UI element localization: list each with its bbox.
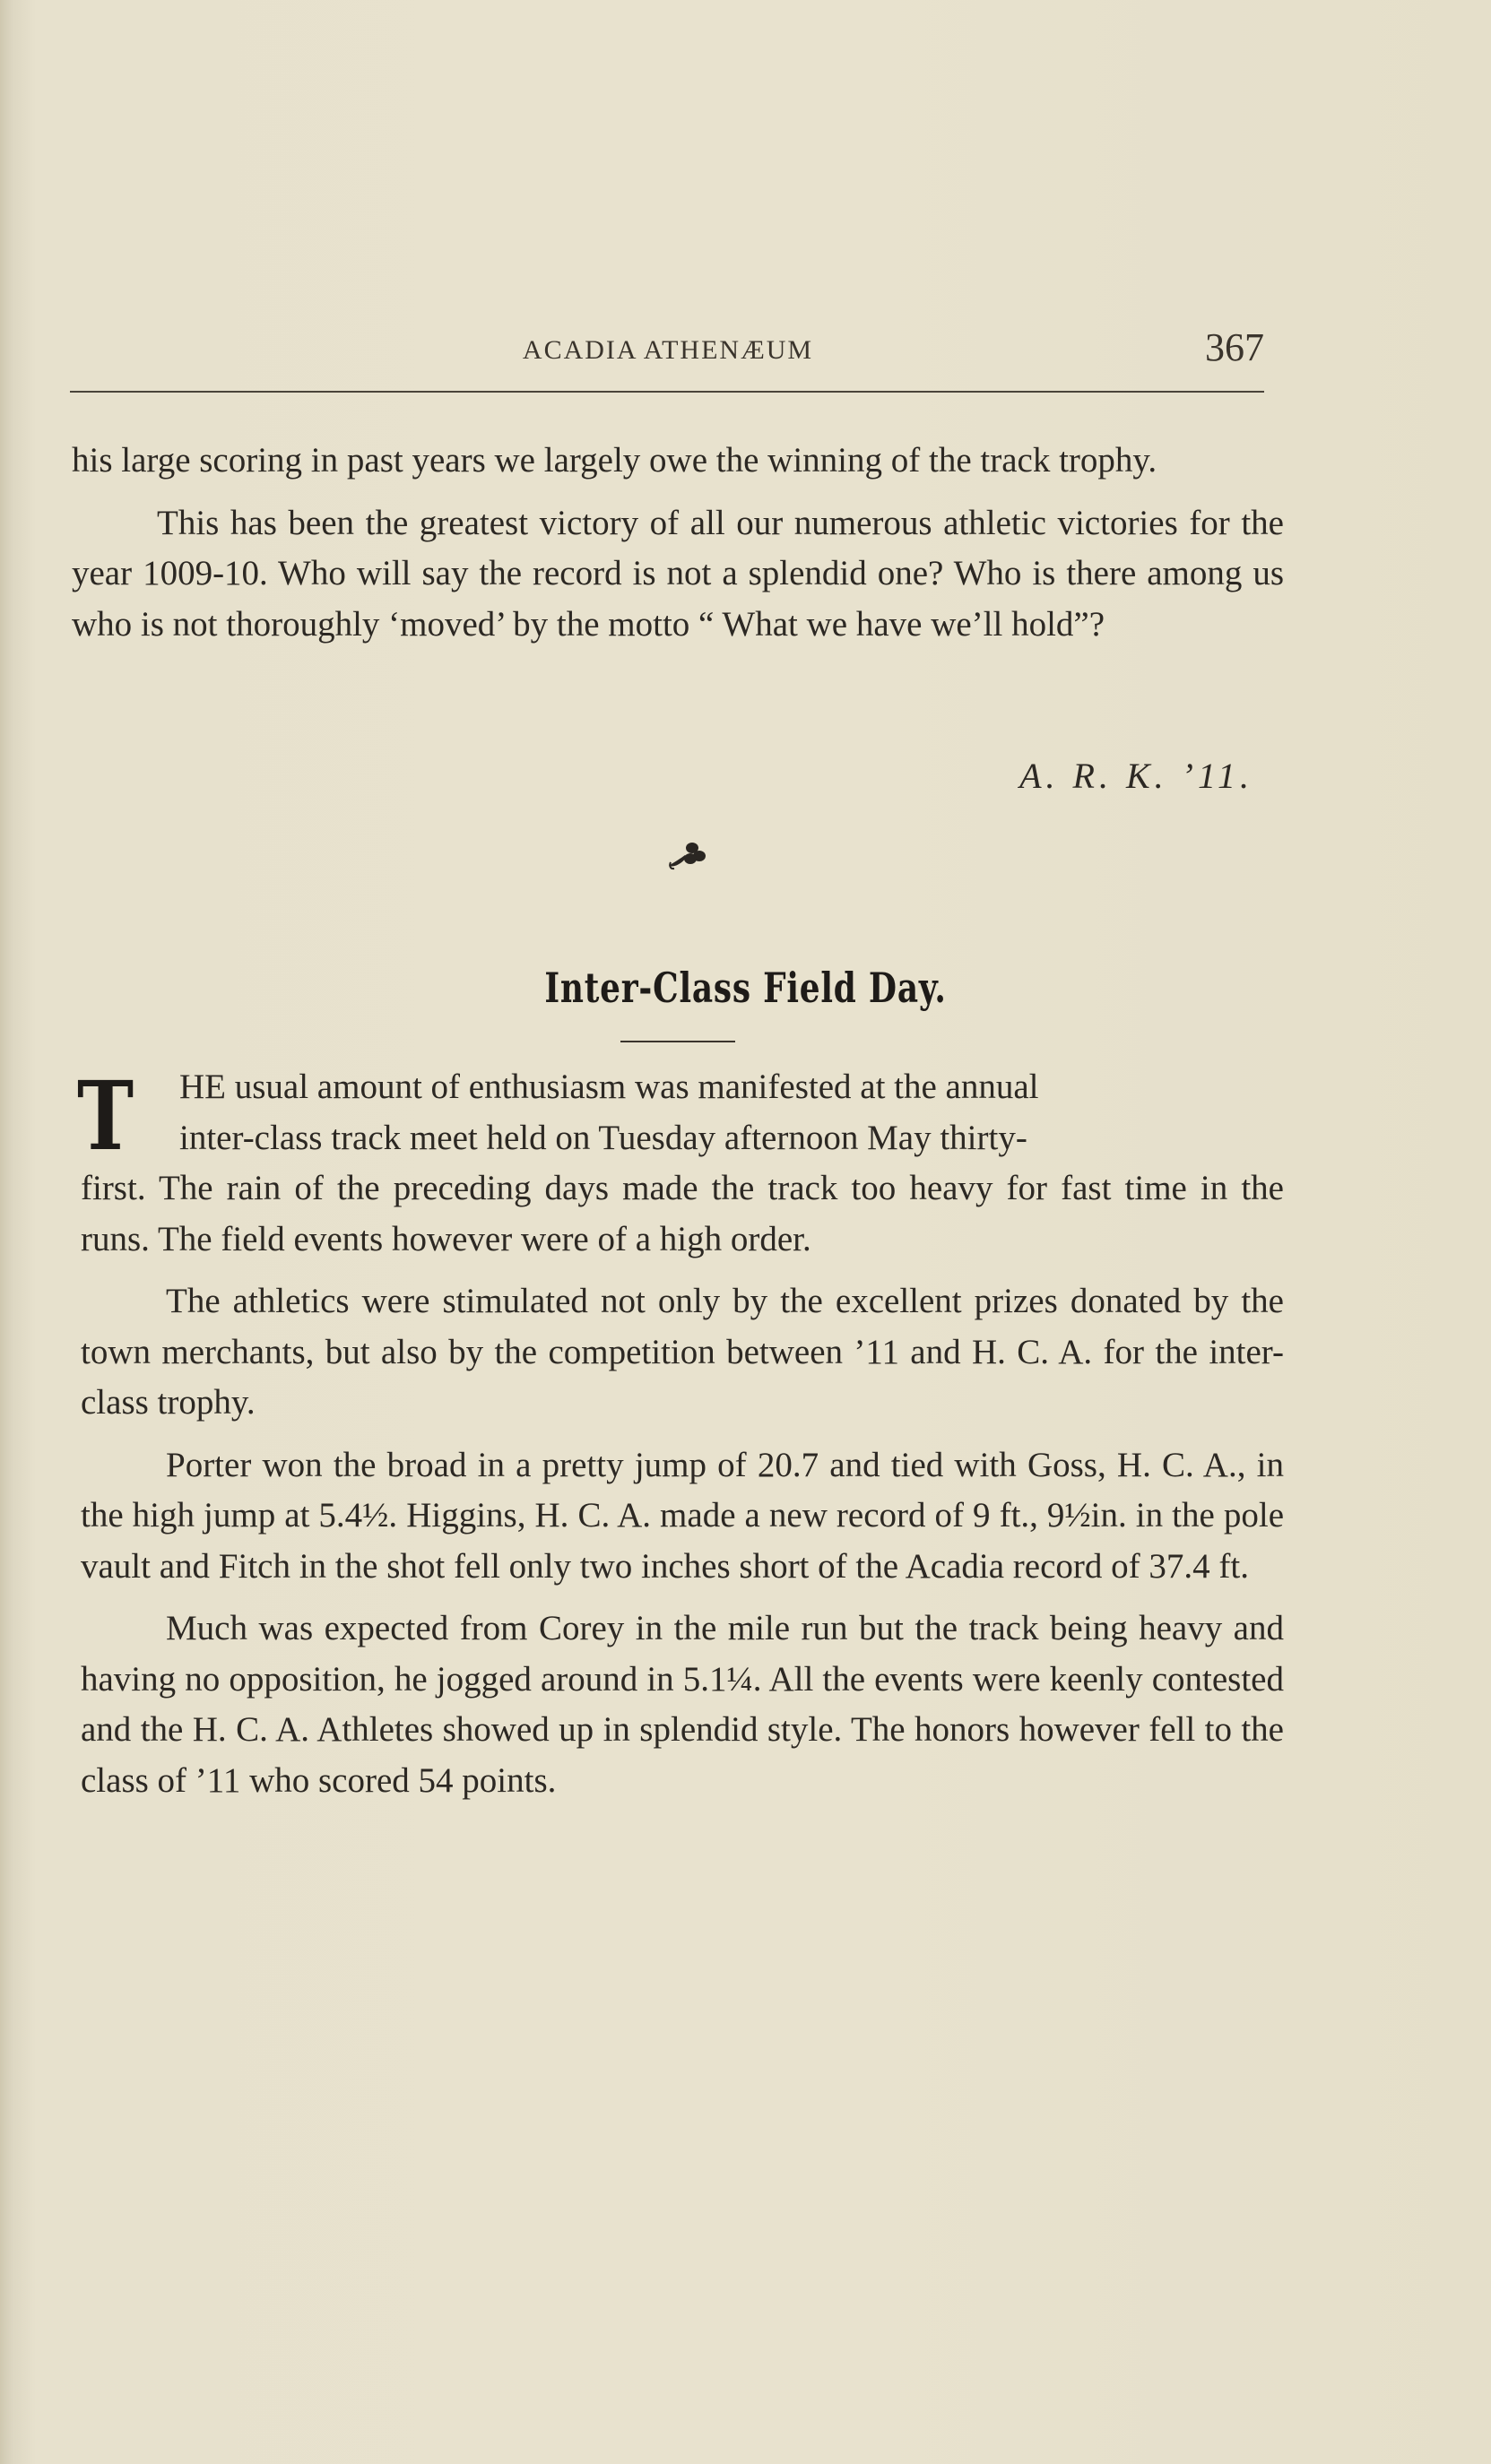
article-paragraph: The athletics were stimulated not only by the excellent prizes donated by the town merchants, but also by the competition between ’11 and H. C. A. for the inter-class trophy. <box>81 1282 1284 1422</box>
continued-text <box>72 436 1284 650</box>
paragraph-spacer <box>81 1265 1284 1276</box>
paragraph-spacer <box>81 1429 1284 1440</box>
continued-paragraph: This has been the greatest victory of all our numerous athletic victories for the year 1009-10. Who will say the record is not a splendid one? Who is there among us who is not thoroughly ‘moved’ by the motto “ What we have we’ll hold”? <box>72 503 1284 644</box>
paragraph-spacer <box>81 1592 1284 1604</box>
article-paragraph <box>77 1059 1284 1265</box>
running-head <box>72 323 1264 385</box>
article-title: Inter-Class Field Day. <box>544 964 947 1012</box>
article-body <box>77 1059 1284 1806</box>
drop-cap: T <box>77 1059 134 1171</box>
continued-paragraph: his large scoring in past years we largely owe the winning of the track trophy. <box>72 441 1157 480</box>
paragraph-line: first. The rain of the preceding days made the track too heavy for fast time in the runs. The field events however were of a high order. <box>81 1169 1284 1258</box>
fleuron-icon <box>665 839 708 875</box>
page-number: 367 <box>1205 325 1264 369</box>
paragraph-line: HE usual amount of enthusiasm was manifested at the annual <box>179 1068 1039 1106</box>
title-rule <box>620 1041 735 1042</box>
paragraph-line: inter-class track meet held on Tuesday afternoon May thirty- <box>179 1118 1027 1157</box>
running-title: ACADIA ATHENÆUM <box>522 335 814 365</box>
paragraph-spacer <box>72 487 1284 498</box>
header-rule <box>70 391 1264 393</box>
article-paragraph: Much was expected from Corey in the mile run but the track being heavy and having no opposition, he jogged around in 5.1¼. All the events were keenly contested and the H. C. A. Athletes showed up in splendid style. The honors however fell to the class of ’11 who scored 54 points. <box>81 1609 1284 1800</box>
author-signature: A. R. K. ’11. <box>1019 756 1253 796</box>
article-paragraph: Porter won the broad in a pretty jump of 20.7 and tied with Goss, H. C. A., in the high jump at 5.4½. Higgins, H. C. A. made a new record of 9 ft., 9½in. in the pole vault and Fitch in the shot fell only two inches short of the Acadia record of 37.4 ft. <box>81 1445 1284 1586</box>
